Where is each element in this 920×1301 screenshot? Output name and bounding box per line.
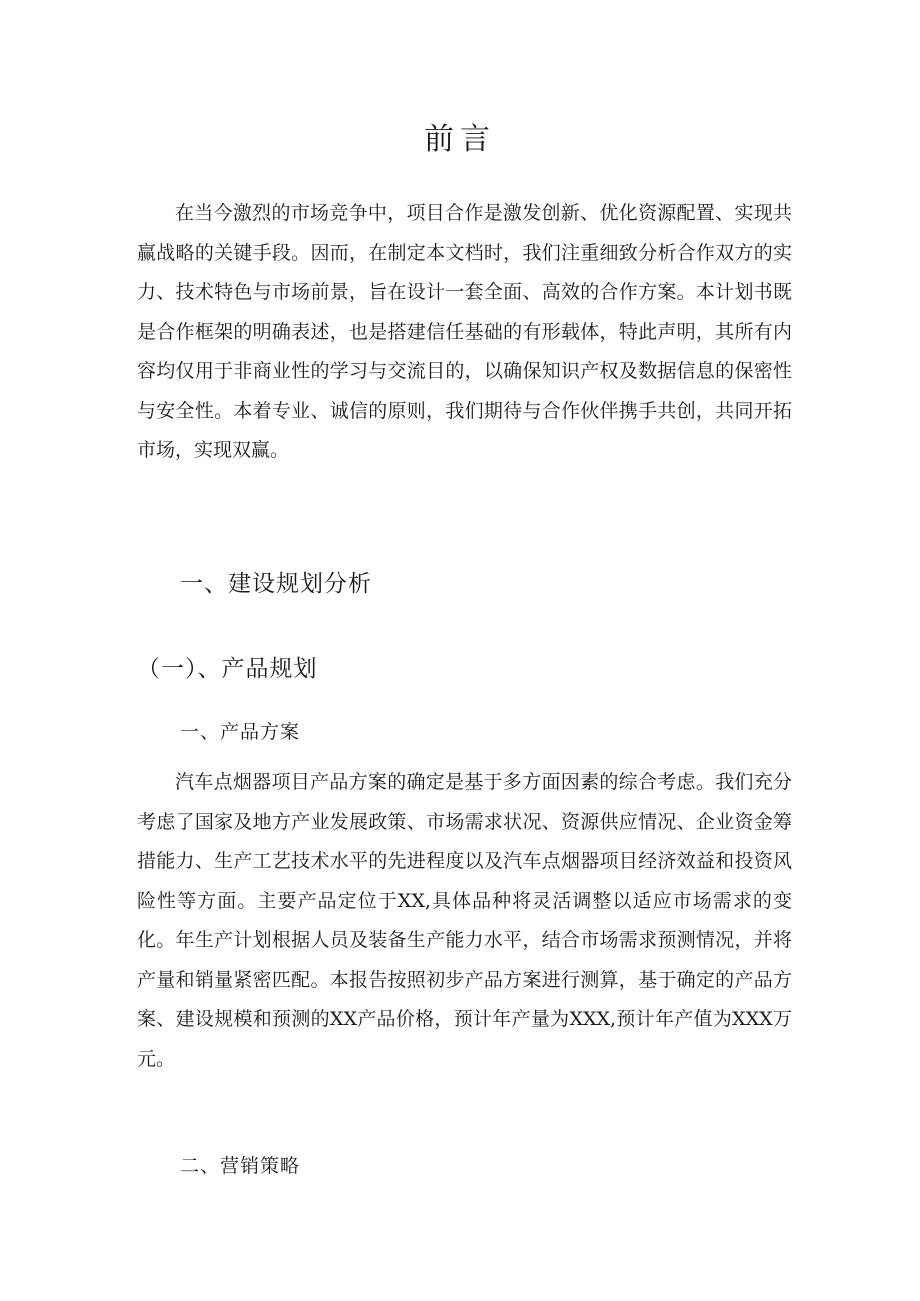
subsection-heading: （一）、产品规划 [137, 656, 318, 682]
section-heading: 一、建设规划分析 [180, 571, 372, 597]
product-plan-heading: 一、产品方案 [180, 721, 301, 743]
page-title: 前言 [424, 122, 496, 157]
preface-paragraph: 在当今激烈的市场竞争中，项目合作是激发创新、优化资源配置、实现共赢战略的关键手段。因而，在制定本文档时，我们注重细致分析合作双方的实力、技术特色与市场前景，旨在设计一套全面、高效的合作方案。本计划书既是合作框架的明确表述，也是搭建信任基础的有形载体，特此声明，其所有内容均仅用于非商业性的学习与交流目的，以确保知识产权及数据信息的保密性与安全性。本着专业、诚信的原则，我们期待与合作伙伴携手共创，共同开拓市场，实现双赢。 [137, 202, 792, 461]
marketing-strategy-heading: 二、营销策略 [180, 1155, 301, 1177]
product-plan-paragraph: 汽车点烟器项目产品方案的确定是基于多方面因素的综合考虑。我们充分考虑了国家及地方产业发展政策、市场需求状况、资源供应情况、企业资金筹措能力、生产工艺技术水平的先进程度以及汽车点烟器项目经济效益和投资风险性等方面。主要产品定位于XX,具体品种将灵活调整以适应市场需求的变化。年生产计划根据人员及装备生产能力水平，结合市场需求预测情况，并将产量和销量紧密匹配。本报告按照初步产品方案进行测算，基于确定的产品方案、建设规模和预测的XX产品价格，预计年产量为XXX,预计年产值为XXX万元。 [137, 771, 792, 1070]
